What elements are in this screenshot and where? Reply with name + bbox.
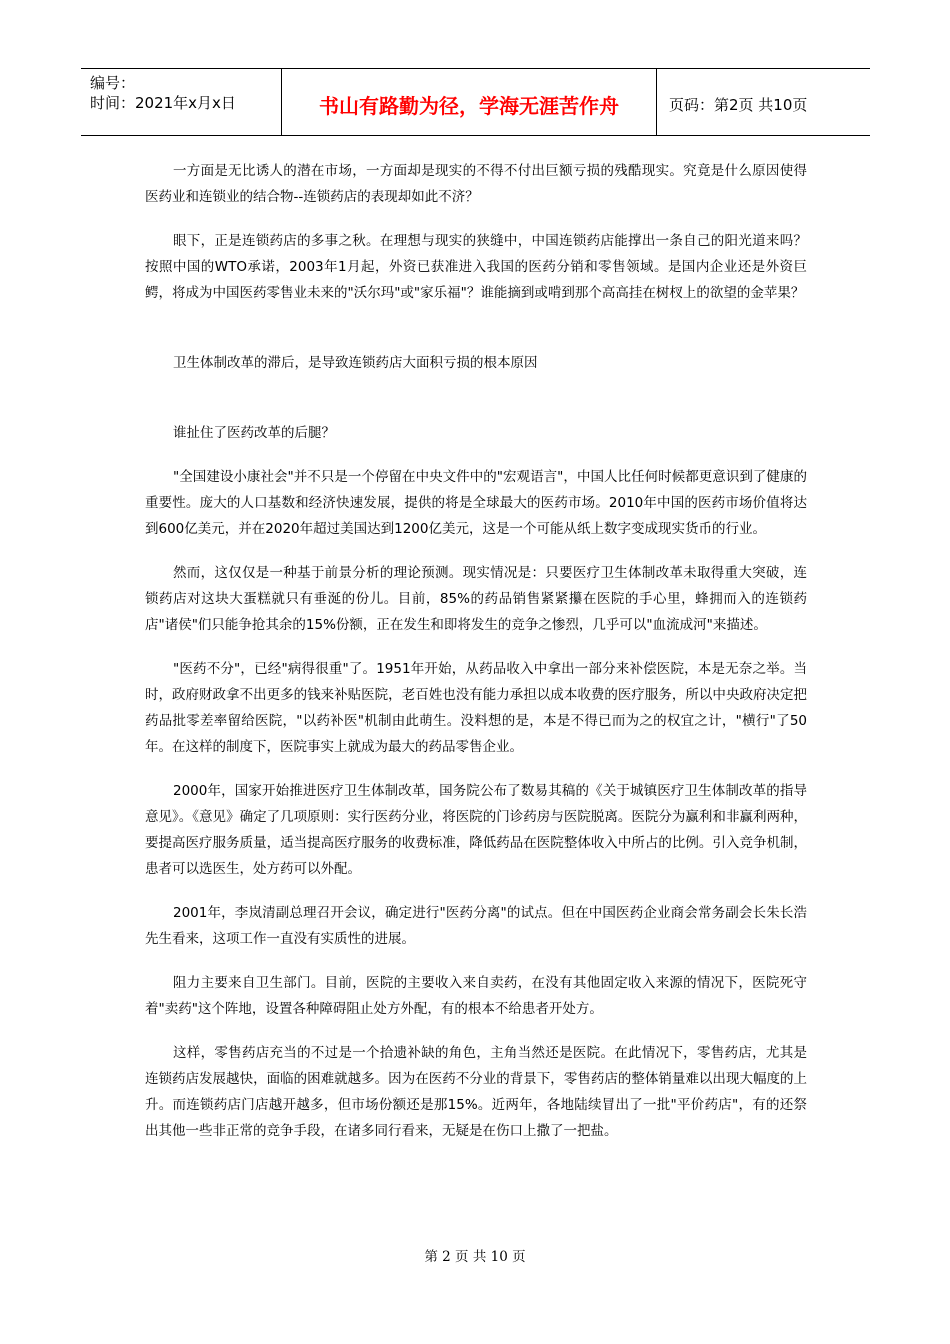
header-meta [81, 69, 282, 135]
paragraph: "全国建设小康社会"并不只是一个停留在中央文件中的"宏观语言"，中国人比任何时候都更意识到了健康的重要性。庞大的人口基数和经济快速发展，提供的将是全球最大的医药市场。2010年中国的医药市场价值将达到600亿美元，并在2020年超过美国达到1200亿美元，这是一个可能从纸上数字变成现实货币的行业。 [145, 469, 807, 537]
paragraph: 这样，零售药店充当的不过是一个拾遗补缺的角色，主角当然还是医院。在此情况下，零售药店，尤其是连锁药店发展越快，面临的困难就越多。因为在医药不分业的背景下，零售药店的整体销量难以出现大幅度的上升。而连锁药店门店越开越多，但市场份额还是那15%。近两年，各地陆续冒出了一批"平价药店"，有的还祭出其他一些非正常的竞争手段，在诸多同行看来，无疑是在伤口上撒了一把盐。 [145, 1045, 807, 1139]
section-subheading: 谁扯住了医药改革的后腿？ [173, 425, 335, 441]
paragraph: "医药不分"，已经"病得很重"了。1951年开始，从药品收入中拿出一部分来补偿医院，本是无奈之举。当时，政府财政拿不出更多的钱来补贴医院，老百姓也没有能力承担以成本收费的医疗服务，所以中央政府决定把药品批零差率留给医院，"以药补医"机制由此萌生。没料想的是，本是不得已而为之的权宜之计，"横行"了50年。在这样的制度下，医院事实上就成为最大的药品零售企业。 [145, 661, 807, 755]
document-body [145, 158, 807, 1144]
paragraph: 眼下，正是连锁药店的多事之秋。在理想与现实的狭缝中，中国连锁药店能撑出一条自己的阳光道来吗？按照中国的WTO承诺，2003年1月起，外资已获准进入我国的医药分销和零售领域。是国内企业还是外资巨鳄，将成为中国医药零售业未来的"沃尔玛"或"家乐福"？谁能摘到或啃到那个高高挂在树杈上的欲望的金苹果？ [145, 233, 807, 301]
document-date: 时间：2021年x月x日 [90, 94, 236, 112]
page-footer: 第 2 页 共 10 页 [424, 1249, 526, 1265]
paragraph: 阻力主要来自卫生部门。目前，医院的主要收入来自卖药，在没有其他固定收入来源的情况下，医院死守着"卖药"这个阵地，设置各种障碍阻止处方外配，有的根本不给患者开处方。 [145, 975, 807, 1017]
header-motto: 书山有路勤为径，学海无涯苦作舟 [282, 69, 657, 135]
paragraph: 然而，这仅仅是一种基于前景分析的理论预测。现实情况是：只要医疗卫生体制改革未取得重大突破，连锁药店对这块大蛋糕就只有垂涎的份儿。目前，85%的药品销售紧紧攥在医院的手心里，蜂拥而入的连锁药店"诸侯"们只能争抢其余的15%份额，正在发生和即将发生的竞争之惨烈，几乎可以"血流成河"来描述。 [145, 565, 807, 633]
page-header [81, 68, 870, 136]
header-page-info: 页码：第2页 共10页 [669, 95, 808, 114]
paragraph: 2001年，李岚清副总理召开会议，确定进行"医药分离"的试点。但在中国医药企业商会常务副会长朱长浩先生看来，这项工作一直没有实质性的进展。 [145, 905, 807, 947]
section-heading: 卫生体制改革的滞后，是导致连锁药店大面积亏损的根本原因 [173, 355, 538, 371]
paragraph: 一方面是无比诱人的潜在市场，一方面却是现实的不得不付出巨额亏损的残酷现实。究竟是什么原因使得医药业和连锁业的结合物--连锁药店的表现却如此不济？ [145, 163, 807, 205]
paragraph: 2000年，国家开始推进医疗卫生体制改革，国务院公布了数易其稿的《关于城镇医疗卫生体制改革的指导意见》。《意见》确定了几项原则：实行医药分业，将医院的门诊药房与医院脱离。医院分为赢利和非赢利两种，要提高医疗服务质量，适当提高医疗服务的收费标准，降低药品在医院整体收入中所占的比例。引入竞争机制，患者可以选医生，处方药可以外配。 [145, 783, 807, 877]
document-number-label: 编号： [90, 74, 136, 92]
